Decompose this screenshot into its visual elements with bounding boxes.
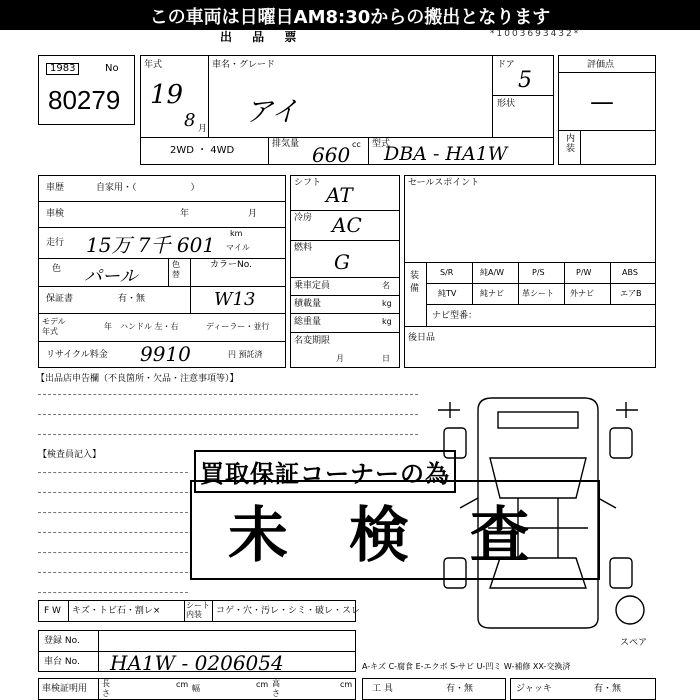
- recycle-value: 9910: [140, 342, 191, 366]
- history-value: 自家用・（ ）: [96, 183, 200, 193]
- damage-legend: A-キズ C-腐食 E-エクボ S-サビ U-凹ミ W-補修 XX-交換済: [362, 662, 571, 671]
- warranty-value: 有・無: [118, 294, 146, 304]
- displacement-label: 排気量: [272, 139, 300, 149]
- title-change-label: 名変期限: [294, 336, 331, 346]
- inspection-year: 年: [180, 209, 190, 219]
- header-fragment: 出 品 票: [220, 30, 305, 44]
- shift-value: AT: [326, 183, 353, 207]
- load-label: 積載量: [294, 299, 322, 309]
- cert-height: 高さ: [272, 679, 280, 698]
- post-date-label: 後日品: [408, 333, 436, 343]
- model-value: DBA - HA1W: [384, 143, 508, 165]
- color-value: パール: [84, 266, 138, 287]
- fuel-label: 燃料: [294, 243, 313, 253]
- tools-label: 工 具: [372, 684, 393, 694]
- inspector-heading: 【検査員記入】: [38, 450, 102, 460]
- equip-leather: 革シート: [522, 289, 554, 298]
- color-no-value: W13: [214, 289, 256, 310]
- name-label: 車名・グレード: [212, 60, 276, 70]
- banner-text: この車両は日曜日AM8:30からの搬出となります: [149, 7, 551, 28]
- serial-fragment: *1003693432*: [490, 29, 581, 39]
- left-detail-box: [38, 175, 286, 368]
- displacement-value: 660: [312, 143, 351, 167]
- cert-length: 長さ: [102, 679, 110, 698]
- rating-label: 評価点: [587, 60, 615, 70]
- load-unit: kg: [382, 299, 392, 308]
- year-month: 8: [184, 110, 196, 131]
- interior-label: 内装: [566, 134, 576, 154]
- rating-value: —: [590, 88, 614, 116]
- model-year-label1: モデル: [42, 317, 66, 326]
- cert-height-cm: cm: [340, 680, 353, 689]
- title-change-day: 日: [382, 354, 390, 363]
- equip-ext-navi: 外ナビ: [570, 289, 594, 298]
- color-no-label: カラーNo.: [210, 260, 252, 270]
- equip-pw: P/W: [576, 268, 592, 277]
- model-label: 型式: [372, 139, 391, 149]
- doors-label: ドア: [497, 60, 515, 70]
- mileage-unit-km: km: [230, 229, 243, 238]
- displacement-unit: cc: [352, 140, 361, 149]
- chassis-value: HA1W - 0206054: [110, 651, 284, 675]
- color-label: 色: [52, 264, 62, 274]
- drive-type: 2WD ・ 4WD: [170, 145, 235, 156]
- history-label: 車歴: [46, 183, 65, 193]
- model-year-label2: 年式: [42, 327, 58, 336]
- gross-label: 総重量: [294, 317, 322, 327]
- equip-aw: 純A/W: [480, 268, 505, 277]
- lot-no-label: No: [105, 63, 119, 74]
- cert-width-cm: cm: [256, 680, 269, 689]
- equip-airbag: エアB: [620, 289, 642, 298]
- spare-label: スペア: [620, 638, 648, 648]
- chassis-label: 車台 No.: [44, 657, 80, 667]
- ac-value: AC: [332, 213, 362, 237]
- capacity-unit: 名: [382, 281, 390, 290]
- warranty-label: 保証書: [46, 294, 74, 304]
- declaration-heading: 【出品店申告欄（不良箇所・欠品・注意事項等）】: [36, 374, 239, 384]
- gross-unit: kg: [382, 317, 392, 326]
- sales-point-label: セールスポイント: [408, 178, 480, 188]
- inspection-month: 月: [248, 209, 258, 219]
- stamp-uninspected: 未 検 査: [228, 501, 550, 571]
- equip-navi: 純ナビ: [480, 289, 504, 298]
- model-year-dealer: ディーラー・並行: [206, 322, 270, 331]
- model-year-handle: ハンドル 左・右: [120, 322, 179, 331]
- fw-label: F W: [44, 606, 61, 616]
- name-value: アイ: [245, 95, 299, 128]
- equip-ps: P/S: [532, 268, 545, 277]
- stamp-guarantee: 買取保証コーナーの為: [194, 450, 456, 493]
- mileage-label: 走行: [46, 238, 65, 248]
- recycle-suffix: 円 預託済: [228, 350, 263, 359]
- seat-label: シート内装: [186, 601, 210, 619]
- equip-tv: 純TV: [438, 289, 457, 298]
- equipment-label: 装備: [410, 271, 420, 294]
- shift-label: シフト: [294, 178, 322, 188]
- cert-len-cm: cm: [176, 680, 189, 689]
- fw-items: キズ・トビ石・割レ×: [72, 606, 161, 616]
- fuel-value: G: [334, 250, 350, 274]
- shape-label: 形状: [497, 99, 516, 109]
- lot-tag: 1983: [46, 63, 79, 75]
- cert-width: 幅: [192, 684, 200, 693]
- navi-model-label: ナビ型番：: [432, 311, 478, 321]
- year-label: 年式: [144, 60, 163, 70]
- year-month-label: 月: [198, 124, 208, 134]
- title-change-month: 月: [336, 354, 344, 363]
- cert-label: 車検証明用: [42, 684, 88, 694]
- recycle-label: リサイクル料金: [46, 350, 108, 360]
- inspection-label: 車検: [46, 209, 65, 219]
- jack-label: ジャッキ: [516, 684, 552, 694]
- doors-value: 5: [518, 68, 532, 93]
- mileage-value: 15万 7千 601: [86, 233, 216, 257]
- capacity-label: 乗車定員: [294, 281, 331, 291]
- reg-no-label: 登録 No.: [44, 636, 80, 646]
- mileage-unit-mile: マイル: [226, 243, 250, 252]
- model-year-year: 年: [104, 322, 112, 331]
- lot-number: 80279: [48, 85, 121, 115]
- equip-abs: ABS: [622, 268, 638, 277]
- color-change: 色替: [172, 260, 180, 279]
- equip-sr: S/R: [440, 268, 454, 277]
- tools-value: 有・無: [446, 684, 474, 694]
- seat-items: コゲ・穴・汚レ・シミ・破レ・スレ: [216, 606, 361, 616]
- year-value: 19: [150, 80, 184, 110]
- jack-value: 有・無: [594, 684, 622, 694]
- ac-label: 冷房: [294, 213, 313, 223]
